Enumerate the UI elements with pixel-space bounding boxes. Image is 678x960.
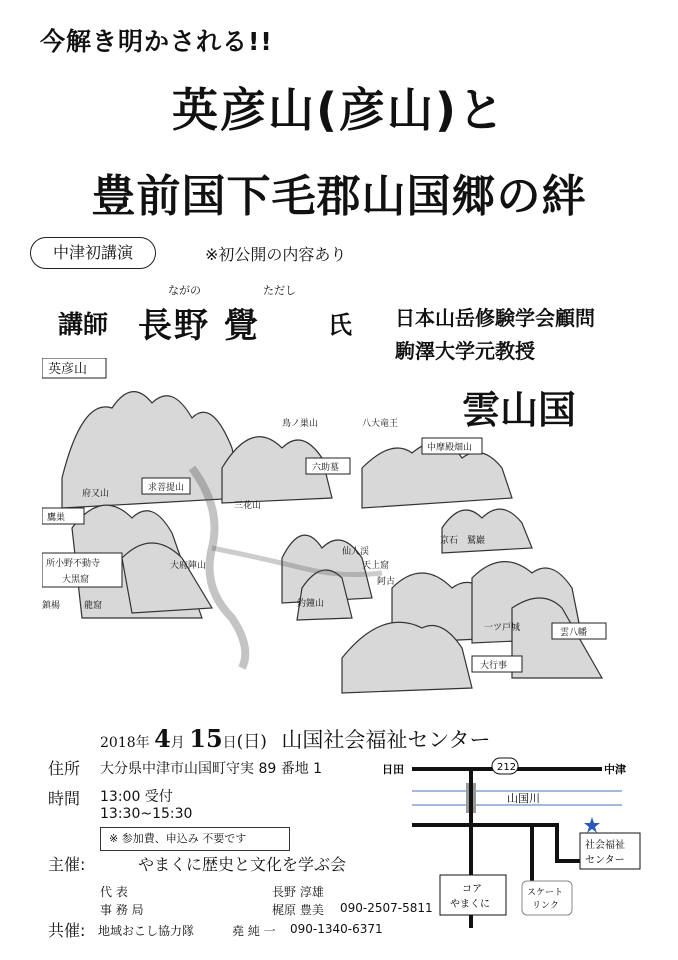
date-year: 2018	[100, 735, 136, 751]
venue-star-icon	[584, 817, 600, 833]
map-label: 八大竜王	[362, 419, 399, 429]
map-label: 一ツ戸城	[484, 623, 521, 633]
lecturer-name: 長野 覺	[138, 306, 260, 346]
cohost-phone: 090-1340-6371	[290, 922, 383, 936]
mountain-peak	[442, 509, 532, 553]
rink-map-label: リンク	[532, 901, 559, 911]
venue-map-label: 社会福祉	[585, 840, 625, 851]
map-label: 鷹巣	[47, 513, 66, 523]
office-phone: 090-2507-5811	[340, 901, 433, 915]
time-reception: 13:00 受付	[100, 789, 173, 805]
lecturer-label: 講師	[58, 310, 109, 339]
map-label: 三花山	[234, 501, 262, 511]
event-date	[100, 724, 491, 754]
access-road-map	[382, 753, 642, 953]
store-map-label: コア	[462, 884, 482, 895]
map-label: 雲八幡	[560, 628, 588, 638]
date-day: 15	[189, 724, 223, 753]
host-organization: やまくに歴史と文化を学ぶ会	[138, 855, 347, 874]
cohost-organization: 地域おこし協力隊	[98, 924, 195, 938]
date-year-unit: 年	[135, 735, 150, 751]
lecturer-affiliation-2: 駒澤大学元教授	[395, 339, 535, 363]
map-label: 鷲巖	[467, 536, 486, 546]
ruby-family-name: ながの	[168, 284, 201, 297]
host-label: 主催:	[48, 855, 86, 874]
date-month: 4	[154, 724, 171, 753]
illustrated-mountain-map	[42, 358, 642, 708]
map-label: 所小野不動寺	[46, 559, 101, 569]
address-label: 住所	[48, 759, 81, 778]
date-weekday: (日)	[236, 732, 267, 752]
address-value: 大分県中津市山国町守実 89 番地 1	[100, 761, 323, 777]
road-east-label: 中津	[604, 763, 626, 776]
title-line-1: 英彦山(彦山)と	[171, 83, 507, 137]
rink-map-label: スケート	[527, 888, 564, 898]
map-label: 府又山	[82, 489, 110, 499]
fee-note: ※ 参加費、申込み 不要です	[100, 827, 290, 851]
map-label: 大府陣山	[170, 561, 207, 571]
date-month-unit: 月	[170, 735, 185, 751]
map-label: 鎮楊	[42, 601, 61, 611]
map-label: 六助墓	[312, 463, 340, 473]
map-label: 鳥ノ巣山	[282, 419, 319, 429]
date-day-unit: 日	[222, 735, 237, 751]
map-label: 求菩提山	[148, 483, 185, 493]
map-label: 京石	[440, 536, 459, 546]
first-release-notice: ※初公開の内容あり	[205, 245, 347, 264]
map-label: 天上窟	[362, 561, 390, 571]
map-label: 阿古	[377, 577, 396, 587]
lecturer-honorific: 氏	[328, 310, 352, 339]
store-map-label: やまくに	[450, 899, 490, 910]
map-label: 仙人渓	[342, 547, 370, 557]
time-session: 13:30~15:30	[100, 806, 193, 822]
map-title-left: 英彦山	[48, 362, 88, 377]
map-title-right: 雲山国	[462, 388, 577, 432]
mountain-peak	[122, 543, 212, 613]
venue-map-label: センター	[585, 855, 625, 866]
river-label: 山国川	[507, 792, 540, 805]
lecturer-affiliation-1: 日本山岳修験学会顧問	[395, 306, 595, 330]
cohost-contact-name: 堯 純 一	[232, 924, 276, 938]
local-road	[542, 825, 582, 861]
ruby-given-name: ただし	[263, 284, 296, 297]
title-line-2: 豊前国下毛郡山国郷の絆	[91, 171, 587, 222]
first-lecture-badge: 中津初講演	[30, 237, 156, 269]
representative-name: 長野 淳雄	[272, 885, 324, 899]
map-label: 釣鐘山	[297, 599, 325, 609]
venue-name: 山国社会福祉センター	[281, 728, 491, 752]
road-west-label: 日田	[382, 763, 404, 776]
map-label: 龍窟	[84, 601, 103, 611]
route-number: 212	[497, 762, 517, 773]
map-label: 中摩殿畑山	[427, 443, 473, 453]
time-label: 時間	[48, 789, 81, 808]
map-label: 大行事	[480, 661, 508, 671]
tagline: 今解き明かされる!!	[40, 27, 273, 56]
office-contact-name: 梶原 豊美	[272, 903, 324, 917]
cohost-label: 共催:	[48, 921, 86, 940]
representative-label: 代 表	[100, 885, 128, 899]
office-label: 事 務 局	[100, 903, 144, 917]
map-label: 大黒窟	[62, 575, 90, 585]
